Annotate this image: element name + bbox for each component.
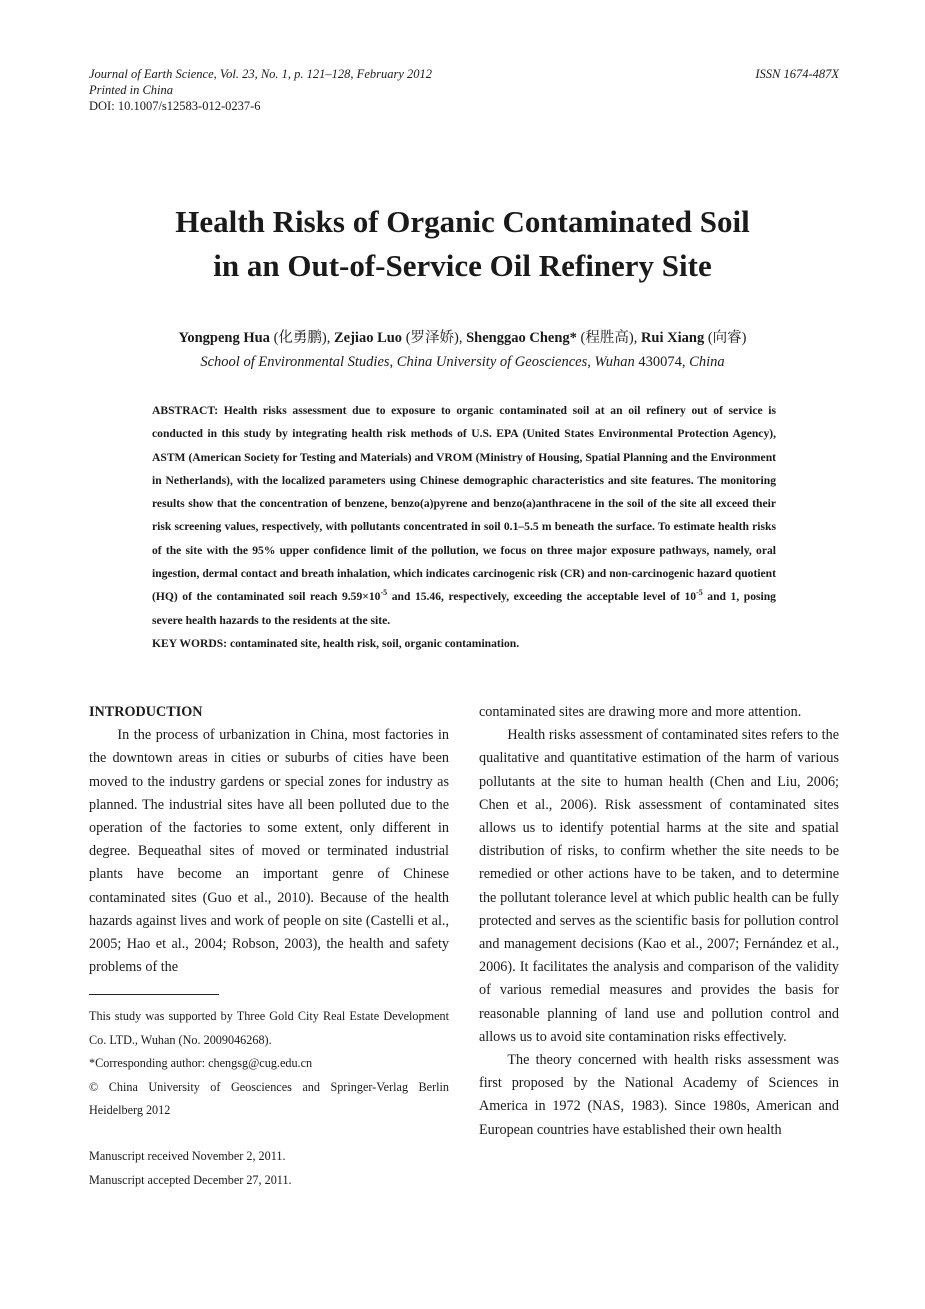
body-paragraph: The theory concerned with health risks assessment was first proposed by the National Academy of Sciences in America in 1972 (NAS, 1983). Since 1980s, American and European countries have established their own health — [479, 1052, 839, 1138]
footnotes — [89, 1005, 449, 1123]
affiliation-sep: , — [389, 354, 397, 370]
affiliation-university: China University of Geosciences — [396, 354, 588, 370]
author-chinese-name: (罗泽娇), — [402, 330, 467, 346]
manuscript-dates — [89, 1145, 449, 1192]
author-name: Zejiao Luo — [333, 330, 403, 346]
author-chinese-name: (向睿) — [704, 330, 747, 346]
funding-note: This study was supported by Three Gold City Real Estate Development Co. LTD., Wuhan (No. 2009046268). — [89, 1009, 449, 1047]
keywords: KEY WORDS: contaminated site, health risk, soil, organic contamination. — [152, 636, 520, 650]
exponent: -5 — [696, 588, 703, 598]
affiliation-country: China — [689, 354, 725, 370]
body-paragraph: contaminated sites are drawing more and more attention. — [479, 704, 802, 720]
body-paragraph: Health risks assessment of contaminated sites refers to the qualitative and quantitative estimation of the harm of various pollutants at the site to human health (Chen and Liu, 2006; Chen et al., 2006). Risk assessment of contaminated sites allows us to identify potential harms at the site and spatial distribution of risks, to confirm whether the site needs to be remedied or other actions have to be taken, and to determine the pollutant tolerance level at which public health can be fully protected and serves as the scientific basis for pollution control and management decisions (Kao et al., 2007; Fernández et al., 2006). It facilitates the analysis and comparison of the validity of various remedial measures and provides the basis for reasonable planning of land use and pollution control and allows us to avoid site contamination risks effectively. — [479, 727, 839, 1045]
issn: ISSN 1674-487X — [755, 67, 839, 81]
right-column — [479, 701, 839, 1142]
author-block — [0, 326, 925, 374]
manuscript-received: Manuscript received November 2, 2011. — [89, 1149, 286, 1163]
author-chinese-name: (化勇鹏), — [269, 330, 334, 346]
abstract-part: ABSTRACT: Health risks assessment due to exposure to organic contaminated soil at an oil refinery out of service is conducted in this study by integrating health risk methods of U.S. EPA (United States Environmental Protection Agency), ASTM (American Society for Testing and Materials) and VROM (Ministry of Housing, Spatial Planning and the Environment in Netherlands), with the localized parameters using Chinese demographic characteristics and site features. The monitoring results show that the concentration of benzene, benzo(a)pyrene and benzo(a)anthracene in the soil of the site all exceed their risk screening values, respectively, with pollutants concentrated in soil 0.1–5.5 m beneath the surface. To estimate health risks of the site with the 95% upper confidence limit of the pollution, we focus on three major exposure pathways, namely, oral ingestion, dermal contact and breath inhalation, which indicates carcinogenic risk (CR) and non-carcinogenic hazard quotient (HQ) of the contaminated soil reach 9.59×10 — [152, 404, 776, 604]
corresponding-author: *Corresponding author: chengsg@cug.edu.cn — [89, 1056, 313, 1070]
title-line-1: Health Risks of Organic Contaminated Soil — [175, 204, 750, 239]
left-column — [89, 701, 449, 979]
title-line-2: in an Out-of-Service Oil Refinery Site — [213, 248, 712, 283]
journal-citation: Journal of Earth Science, Vol. 23, No. 1, p. 121–128, February 2012 — [89, 67, 433, 81]
affiliation-zip: 430074, — [634, 354, 690, 370]
abstract-part: and 15.46, respectively, exceeding the acceptable level of 10 — [387, 590, 697, 604]
author-name: Yongpeng Hua — [178, 330, 270, 346]
abstract — [152, 399, 776, 655]
exponent: -5 — [380, 588, 388, 598]
affiliation — [0, 350, 925, 374]
abstract-text — [152, 399, 776, 632]
intro-paragraph: In the process of urbanization in China, most factories in the downtown areas in cities or suburbs of cities have been moved to the industry gardens or special zones for industry as planned. The industrial sites have all been polluted due to the operation of the factories to some extent, only different in degree. Bequeathal sites of moved or terminated industrial plants have become an important genre of Chinese contaminated sites (Guo et al., 2010). Because of the health hazards against lives and work of people on site (Castelli et al., 2005; Hao et al., 2004; Robson, 2003), the health and safety problems of the — [89, 727, 449, 976]
journal-header — [89, 66, 839, 114]
paper-title — [0, 200, 925, 288]
footnote-divider — [89, 994, 219, 995]
abstract-part: and 1, posing severe health hazards to the residents at the site. — [152, 590, 776, 627]
copyright-note: © China University of Geosciences and Springer-Verlag Berlin Heidelberg 2012 — [89, 1079, 449, 1117]
author-name: Rui Xiang — [640, 330, 705, 346]
author-list — [0, 326, 925, 350]
author-name: Shenggao Cheng* — [466, 330, 577, 346]
affiliation-city: Wuhan — [594, 354, 635, 370]
author-chinese-name: (程胜高), — [576, 330, 641, 346]
affiliation-sep: , — [587, 354, 595, 370]
printed-in: Printed in China — [89, 83, 174, 97]
section-heading-introduction: INTRODUCTION — [89, 704, 203, 720]
affiliation-school: School of Environmental Studies — [200, 354, 390, 370]
doi: DOI: 10.1007/s12583-012-0237-6 — [89, 99, 261, 113]
manuscript-accepted: Manuscript accepted December 27, 2011. — [89, 1172, 292, 1187]
